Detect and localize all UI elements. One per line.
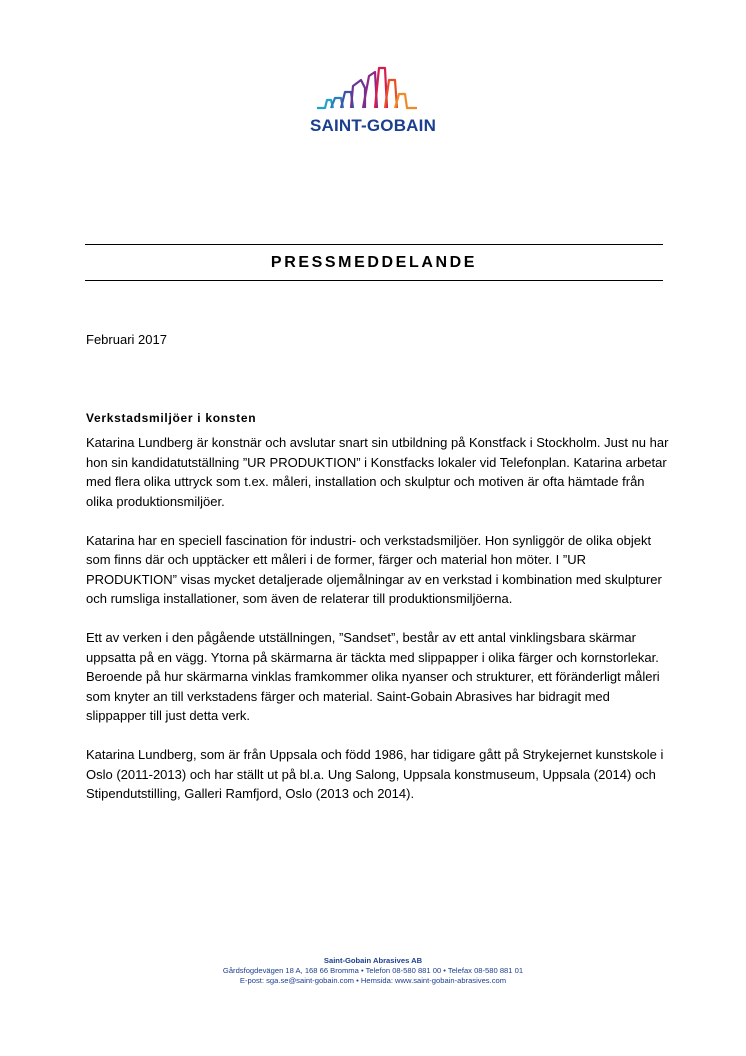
page-footer	[0, 956, 746, 986]
logo-wordmark: SAINT-GOBAIN	[309, 116, 437, 135]
document-date: Februari 2017	[86, 332, 167, 347]
article-body	[86, 433, 671, 823]
document-type-title: PRESSMEDDELANDE	[270, 254, 478, 271]
footer-address-line: Gårdsfogdevägen 18 A, 168 66 Bromma • Telefon 08-580 881 00 • Telefax 08-580 881 01	[222, 966, 524, 975]
footer-company-name: Saint-Gobain Abrasives AB	[323, 956, 423, 965]
article-headline: Verkstadsmiljöer i konsten	[86, 411, 257, 425]
header-bottom-rule	[85, 280, 663, 281]
saint-gobain-logo-mark	[313, 66, 433, 116]
paragraph-4: Katarina Lundberg, som är från Uppsala och född 1986, har tidigare gått på Strykejernet kunstskole i Oslo (2011-2013) och har ställt ut på bl.a. Ung Salong, Uppsala konstmuseum, Uppsala (2014) och Stipendutstilling, Galleri Ramfjord, Oslo (2013 och 2014).	[86, 747, 664, 801]
footer-contact-line: E-post: sga.se@saint-gobain.com • Hemsida: www.saint-gobain-abrasives.com	[239, 976, 507, 985]
paragraph-2: Katarina har en speciell fascination för industri- och verkstadsmiljöer. Hon synliggör de olika objekt som finns där och upptäcker ett måleri i de former, färger och material hon möter. I ”UR PRODUKTION” visas mycket detaljerade oljemålningar av en verkstad i kombination med skulpturer och rumsliga installationer, som även de relaterar till produktionsmiljöerna.	[86, 532, 662, 606]
paragraph-1: Katarina Lundberg är konstnär och avslutar snart sin utbildning på Konstfack i Stockholm. Just nu har hon sin kandidatutställning ”UR PRODUKTION” i Konstfacks lokaler vid Telefonplan. Katarina arbetar med flera olika uttryck som t.ex. måleri, installation och skulptur och motiven är ofta hämtade från olika produktionsmiljöer.	[86, 435, 669, 509]
header-top-rule	[85, 244, 663, 245]
paragraph-3: Ett av verken i den pågående utställningen, ”Sandset”, består av ett antal vinklingsbara skärmar uppsatta på en vägg. Ytorna på skärmarna är täckta med slippapper i olika färger och kornstorlekar. Beroende på hur skärmarna vinklas framkommer olika nyanser och strukturer, ett föränderligt måleri som knyter an till verkstadens färger och material. Saint-Gobain Abrasives har bidragit med slippapper till just detta verk.	[86, 630, 660, 723]
saint-gobain-logo	[288, 66, 458, 138]
